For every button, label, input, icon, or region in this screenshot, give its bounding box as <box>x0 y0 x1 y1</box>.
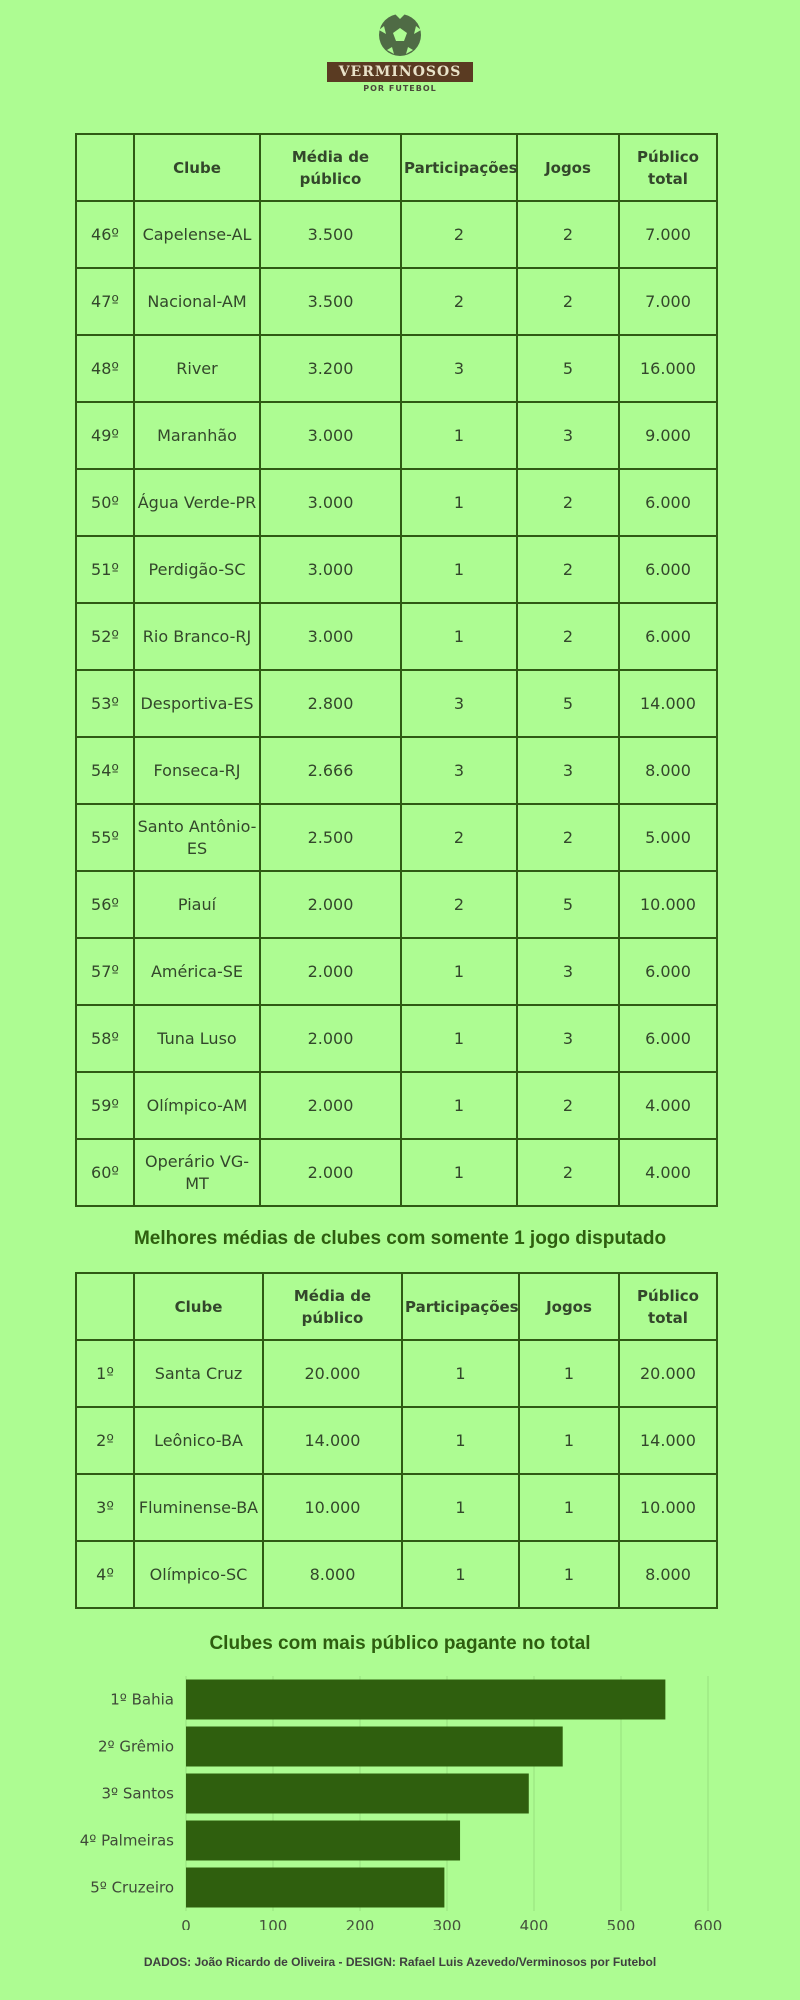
table-cell: Nacional-AM <box>134 268 260 335</box>
bar <box>186 1868 444 1908</box>
table-cell: América-SE <box>134 938 260 1005</box>
x-tick-label: 300 <box>432 1917 462 1930</box>
table-cell: 14.000 <box>619 670 717 737</box>
table-cell: 7.000 <box>619 268 717 335</box>
soccer-ball-icon <box>375 12 425 58</box>
section-title-single-game: Melhores médias de clubes com somente 1 jogo disputado <box>133 1228 667 1249</box>
table-cell: 52º <box>76 603 134 670</box>
table-cell: 2 <box>517 603 619 670</box>
table-cell: 1 <box>519 1474 619 1541</box>
table-cell: 8.000 <box>263 1541 402 1608</box>
column-header <box>76 1273 134 1340</box>
x-tick-label: 600 <box>693 1917 723 1930</box>
table-cell: 60º <box>76 1139 134 1206</box>
table-cell: 1 <box>402 1340 519 1407</box>
table-cell: 3 <box>517 402 619 469</box>
table-cell: 2 <box>517 469 619 536</box>
table-cell: 54º <box>76 737 134 804</box>
table-cell: 3 <box>517 1005 619 1072</box>
table-cell: Rio Branco-RJ <box>134 603 260 670</box>
total-attendance-chart <box>0 1660 800 1930</box>
bar <box>186 1680 665 1720</box>
table-cell: Fonseca-RJ <box>134 737 260 804</box>
table-cell: 3 <box>517 938 619 1005</box>
table-cell: 2 <box>401 201 517 268</box>
table-cell: 1 <box>402 1474 519 1541</box>
table-cell: 1 <box>401 402 517 469</box>
table-cell: 2 <box>517 804 619 871</box>
table-cell: 2 <box>517 1072 619 1139</box>
table-cell: Santa Cruz <box>134 1340 263 1407</box>
table-cell: 1 <box>519 1541 619 1608</box>
table-cell: 10.000 <box>263 1474 402 1541</box>
table-cell: 58º <box>76 1005 134 1072</box>
table-cell: 5 <box>517 335 619 402</box>
table-cell: Capelense-AL <box>134 201 260 268</box>
bar <box>186 1727 563 1767</box>
table-header-row <box>76 134 717 201</box>
table-cell: Operário VG-MT <box>134 1139 260 1206</box>
table-cell: 53º <box>76 670 134 737</box>
table-cell: 1 <box>401 1139 517 1206</box>
table-cell: 6.000 <box>619 1005 717 1072</box>
y-tick-label: 2º Grêmio <box>97 1737 174 1756</box>
table-row <box>76 1474 717 1541</box>
table-cell: 2.666 <box>260 737 401 804</box>
logo-wordmark: VERMINOSOS <box>327 62 474 82</box>
table-cell: 4.000 <box>619 1139 717 1206</box>
table-cell: 50º <box>76 469 134 536</box>
table-cell: 2 <box>517 268 619 335</box>
table-cell: 2.000 <box>260 1139 401 1206</box>
column-header: Participações <box>402 1273 519 1340</box>
column-header: Participações <box>401 134 517 201</box>
table-row <box>76 1340 717 1407</box>
table-row <box>76 1407 717 1474</box>
table-cell: Perdigão-SC <box>134 536 260 603</box>
table-cell: 10.000 <box>619 1474 717 1541</box>
table-cell: Olímpico-SC <box>134 1541 263 1608</box>
table-row <box>76 1541 717 1608</box>
column-header: Média de público <box>263 1273 402 1340</box>
column-header: Clube <box>134 1273 263 1340</box>
table-cell: River <box>134 335 260 402</box>
table-row <box>76 402 717 469</box>
table-row <box>76 536 717 603</box>
table-cell: 6.000 <box>619 469 717 536</box>
table-cell: 1 <box>401 1005 517 1072</box>
table-row <box>76 871 717 938</box>
table-row <box>76 335 717 402</box>
bar <box>186 1774 529 1814</box>
column-header <box>76 134 134 201</box>
table-cell: 3.000 <box>260 536 401 603</box>
table-cell: 2.800 <box>260 670 401 737</box>
table-cell: 8.000 <box>619 737 717 804</box>
table-cell: 3.200 <box>260 335 401 402</box>
table-cell: 1 <box>401 536 517 603</box>
table-cell: 47º <box>76 268 134 335</box>
table-cell: 16.000 <box>619 335 717 402</box>
table-cell: 14.000 <box>263 1407 402 1474</box>
table-cell: 5.000 <box>619 804 717 871</box>
table-cell: 1 <box>401 938 517 1005</box>
table-cell: Leônico-BA <box>134 1407 263 1474</box>
table-cell: 48º <box>76 335 134 402</box>
table-cell: 2 <box>401 871 517 938</box>
table-cell: 1 <box>402 1541 519 1608</box>
table-cell: 8.000 <box>619 1541 717 1608</box>
table-cell: 10.000 <box>619 871 717 938</box>
table-cell: Santo Antônio-ES <box>134 804 260 871</box>
column-header: Jogos <box>517 134 619 201</box>
table-cell: 4.000 <box>619 1072 717 1139</box>
table-cell: 4º <box>76 1541 134 1608</box>
table-cell: Piauí <box>134 871 260 938</box>
table-cell: 2 <box>517 1139 619 1206</box>
y-tick-label: 3º Santos <box>101 1784 174 1803</box>
table-cell: 2º <box>76 1407 134 1474</box>
table-cell: 46º <box>76 201 134 268</box>
x-tick-label: 400 <box>519 1917 549 1930</box>
x-tick-label: 200 <box>345 1917 375 1930</box>
table-cell: 1 <box>401 1072 517 1139</box>
single-game-table <box>75 1272 718 1609</box>
table-cell: Tuna Luso <box>134 1005 260 1072</box>
table-row <box>76 737 717 804</box>
table-cell: 2.000 <box>260 1072 401 1139</box>
table-cell: 3.000 <box>260 402 401 469</box>
table-cell: 49º <box>76 402 134 469</box>
table-row <box>76 268 717 335</box>
table-cell: Fluminense-BA <box>134 1474 263 1541</box>
table-cell: Água Verde-PR <box>134 469 260 536</box>
table-cell: 1 <box>519 1407 619 1474</box>
table-row <box>76 670 717 737</box>
chart-title: Clubes com mais público pagante no total <box>209 1633 591 1654</box>
table-cell: 6.000 <box>619 938 717 1005</box>
y-tick-label: 5º Cruzeiro <box>90 1878 174 1897</box>
table-cell: 2.000 <box>260 1005 401 1072</box>
table-cell: 2.500 <box>260 804 401 871</box>
table-cell: 5 <box>517 871 619 938</box>
table-row <box>76 804 717 871</box>
table-cell: 6.000 <box>619 603 717 670</box>
table-cell: 3 <box>401 737 517 804</box>
table-cell: 3 <box>517 737 619 804</box>
table-cell: 3 <box>401 335 517 402</box>
table-cell: 5 <box>517 670 619 737</box>
table-cell: Maranhão <box>134 402 260 469</box>
table-row <box>76 938 717 1005</box>
table-cell: 3.500 <box>260 268 401 335</box>
table-cell: 20.000 <box>619 1340 717 1407</box>
table-cell: 6.000 <box>619 536 717 603</box>
column-header: Público total <box>619 1273 717 1340</box>
table-cell: 3.000 <box>260 603 401 670</box>
table-cell: 1 <box>402 1407 519 1474</box>
x-tick-label: 0 <box>181 1917 191 1930</box>
table-cell: 2 <box>401 268 517 335</box>
y-tick-label: 1º Bahia <box>110 1690 174 1709</box>
table-row <box>76 1072 717 1139</box>
column-header: Clube <box>134 134 260 201</box>
table-cell: Desportiva-ES <box>134 670 260 737</box>
table-cell: 51º <box>76 536 134 603</box>
table-cell: 14.000 <box>619 1407 717 1474</box>
table-row <box>76 1005 717 1072</box>
credits: DADOS: João Ricardo de Oliveira - DESIGN: Rafael Luis Azevedo/Verminosos por Futebol <box>143 1955 657 1969</box>
bar <box>186 1821 460 1861</box>
table-cell: 1 <box>519 1340 619 1407</box>
table-cell: 1 <box>401 469 517 536</box>
column-header: Média de público <box>260 134 401 201</box>
table-cell: 55º <box>76 804 134 871</box>
logo-subtitle: POR FUTEBOL <box>363 84 437 93</box>
table-row <box>76 201 717 268</box>
column-header: Jogos <box>519 1273 619 1340</box>
logo <box>0 12 800 93</box>
table-cell: 56º <box>76 871 134 938</box>
table-cell: 59º <box>76 1072 134 1139</box>
attendance-table <box>75 133 718 1207</box>
table-cell: 2 <box>517 201 619 268</box>
table-cell: 2 <box>517 536 619 603</box>
table-cell: 1 <box>401 603 517 670</box>
table-cell: 2.000 <box>260 871 401 938</box>
table-cell: Olímpico-AM <box>134 1072 260 1139</box>
x-tick-label: 100 <box>258 1917 288 1930</box>
table-cell: 9.000 <box>619 402 717 469</box>
table-cell: 2 <box>401 804 517 871</box>
x-tick-label: 500 <box>606 1917 636 1930</box>
table-cell: 3 <box>401 670 517 737</box>
table-cell: 3.000 <box>260 469 401 536</box>
table-cell: 2.000 <box>260 938 401 1005</box>
table-row <box>76 603 717 670</box>
table-row <box>76 469 717 536</box>
column-header: Público total <box>619 134 717 201</box>
y-tick-label: 4º Palmeiras <box>79 1831 174 1850</box>
table-cell: 20.000 <box>263 1340 402 1407</box>
table-header-row <box>76 1273 717 1340</box>
table-row <box>76 1139 717 1206</box>
table-cell: 3º <box>76 1474 134 1541</box>
table-cell: 3.500 <box>260 201 401 268</box>
table-cell: 1º <box>76 1340 134 1407</box>
table-cell: 57º <box>76 938 134 1005</box>
table-cell: 7.000 <box>619 201 717 268</box>
